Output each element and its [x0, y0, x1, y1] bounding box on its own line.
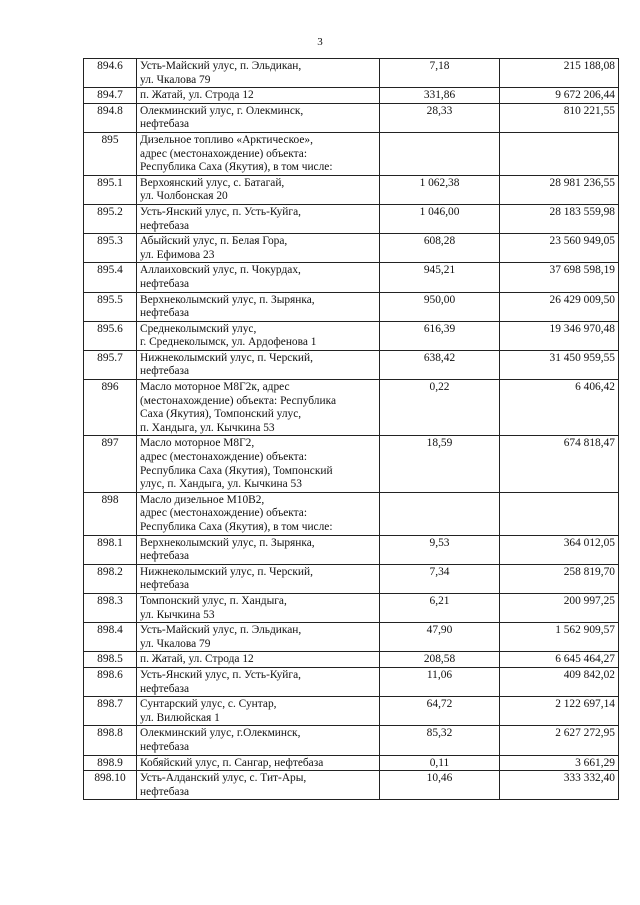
- table-row: [84, 535, 619, 564]
- row-number-cell: 898.3: [84, 593, 137, 622]
- row-name-cell: Олекминский улус, г.Олекминск, нефтебаза: [137, 726, 380, 755]
- row-name-cell: Верхоянский улус, с. Батагай, ул. Чолбонская 20: [137, 175, 380, 204]
- table-row: [84, 292, 619, 321]
- row-number-cell: 895.2: [84, 204, 137, 233]
- row-name-cell: Масло моторное М8Г2, адрес (местонахождение) объекта: Республика Саха (Якутия), Томпонский улус, п. Хандыга, ул. Кычкина 53: [137, 436, 380, 492]
- row-amount-cell: 3 661,29: [500, 755, 619, 771]
- row-name-cell: Томпонский улус, п. Хандыга, ул. Кычкина 53: [137, 593, 380, 622]
- row-amount-cell: 333 332,40: [500, 771, 619, 800]
- row-name-cell: Кобяйский улус, п. Сангар, нефтебаза: [137, 755, 380, 771]
- row-number-cell: 898.6: [84, 667, 137, 696]
- row-quantity-cell: 11,06: [380, 667, 500, 696]
- table-row: [84, 623, 619, 652]
- row-name-cell: Усть-Майский улус, п. Эльдикан, ул. Чкалова 79: [137, 623, 380, 652]
- table-row: [84, 697, 619, 726]
- row-amount-cell: 23 560 949,05: [500, 234, 619, 263]
- row-quantity-cell: 18,59: [380, 436, 500, 492]
- row-quantity-cell: 85,32: [380, 726, 500, 755]
- row-quantity-cell: 1 046,00: [380, 204, 500, 233]
- row-number-cell: 895.5: [84, 292, 137, 321]
- row-amount-cell: 409 842,02: [500, 667, 619, 696]
- data-table: [83, 58, 619, 800]
- row-number-cell: 894.6: [84, 59, 137, 88]
- table-row: [84, 263, 619, 292]
- row-name-cell: Усть-Майский улус, п. Эльдикан, ул. Чкалова 79: [137, 59, 380, 88]
- table-row: [84, 103, 619, 132]
- row-quantity-cell: 0,11: [380, 755, 500, 771]
- table-row: [84, 726, 619, 755]
- row-amount-cell: 31 450 959,55: [500, 350, 619, 379]
- row-quantity-cell: [380, 132, 500, 175]
- row-number-cell: 895.3: [84, 234, 137, 263]
- row-quantity-cell: 950,00: [380, 292, 500, 321]
- row-name-cell: Аллаиховский улус, п. Чокурдах, нефтебаза: [137, 263, 380, 292]
- row-quantity-cell: 616,39: [380, 321, 500, 350]
- table-row: [84, 755, 619, 771]
- row-name-cell: п. Жатай, ул. Строда 12: [137, 652, 380, 668]
- row-quantity-cell: 208,58: [380, 652, 500, 668]
- row-number-cell: 898.4: [84, 623, 137, 652]
- row-number-cell: 898.9: [84, 755, 137, 771]
- table-body: [84, 59, 619, 800]
- row-quantity-cell: 47,90: [380, 623, 500, 652]
- row-quantity-cell: 7,18: [380, 59, 500, 88]
- row-amount-cell: 258 819,70: [500, 564, 619, 593]
- row-name-cell: Среднеколымский улус, г. Среднеколымск, ул. Ардофенова 1: [137, 321, 380, 350]
- row-amount-cell: 28 981 236,55: [500, 175, 619, 204]
- table-row: [84, 667, 619, 696]
- table-row: [84, 350, 619, 379]
- table-row: [84, 234, 619, 263]
- row-quantity-cell: 64,72: [380, 697, 500, 726]
- row-amount-cell: 2 122 697,14: [500, 697, 619, 726]
- row-amount-cell: [500, 492, 619, 535]
- row-amount-cell: 6 406,42: [500, 380, 619, 436]
- row-amount-cell: 37 698 598,19: [500, 263, 619, 292]
- row-amount-cell: 19 346 970,48: [500, 321, 619, 350]
- row-quantity-cell: 638,42: [380, 350, 500, 379]
- row-name-cell: Олекминский улус, г. Олекминск, нефтебаза: [137, 103, 380, 132]
- row-name-cell: Усть-Алданский улус, с. Тит-Ары, нефтебаза: [137, 771, 380, 800]
- page-number: 3: [317, 36, 323, 48]
- row-name-cell: Дизельное топливо «Арктическое», адрес (местонахождение) объекта: Республика Саха (Якутия), в том числе:: [137, 132, 380, 175]
- row-amount-cell: 6 645 464,27: [500, 652, 619, 668]
- row-number-cell: 898: [84, 492, 137, 535]
- row-amount-cell: 28 183 559,98: [500, 204, 619, 233]
- row-name-cell: Нижнеколымский улус, п. Черский, нефтебаза: [137, 564, 380, 593]
- row-quantity-cell: 7,34: [380, 564, 500, 593]
- row-name-cell: Масло дизельное М10В2, адрес (местонахождение) объекта: Республика Саха (Якутия), в том числе:: [137, 492, 380, 535]
- table-row: [84, 321, 619, 350]
- row-number-cell: 895: [84, 132, 137, 175]
- row-amount-cell: 26 429 009,50: [500, 292, 619, 321]
- row-name-cell: п. Жатай, ул. Строда 12: [137, 88, 380, 104]
- row-number-cell: 898.2: [84, 564, 137, 593]
- row-number-cell: 895.4: [84, 263, 137, 292]
- row-quantity-cell: 331,86: [380, 88, 500, 104]
- row-number-cell: 894.7: [84, 88, 137, 104]
- table-row: [84, 492, 619, 535]
- row-name-cell: Усть-Янский улус, п. Усть-Куйга, нефтебаза: [137, 204, 380, 233]
- row-quantity-cell: 608,28: [380, 234, 500, 263]
- table-row: [84, 59, 619, 88]
- row-name-cell: Нижнеколымский улус, п. Черский, нефтебаза: [137, 350, 380, 379]
- table-row: [84, 132, 619, 175]
- row-quantity-cell: 1 062,38: [380, 175, 500, 204]
- row-name-cell: Верхнеколымский улус, п. Зырянка, нефтебаза: [137, 535, 380, 564]
- row-amount-cell: 215 188,08: [500, 59, 619, 88]
- row-amount-cell: 2 627 272,95: [500, 726, 619, 755]
- row-number-cell: 898.10: [84, 771, 137, 800]
- table-row: [84, 204, 619, 233]
- row-number-cell: 895.1: [84, 175, 137, 204]
- row-number-cell: 898.1: [84, 535, 137, 564]
- row-name-cell: Сунтарский улус, с. Сунтар, ул. Вилюйская 1: [137, 697, 380, 726]
- row-amount-cell: 9 672 206,44: [500, 88, 619, 104]
- row-number-cell: 898.5: [84, 652, 137, 668]
- row-number-cell: 895.7: [84, 350, 137, 379]
- row-quantity-cell: 10,46: [380, 771, 500, 800]
- row-quantity-cell: 6,21: [380, 593, 500, 622]
- row-quantity-cell: 945,21: [380, 263, 500, 292]
- row-number-cell: 898.7: [84, 697, 137, 726]
- row-number-cell: 895.6: [84, 321, 137, 350]
- table-row: [84, 175, 619, 204]
- row-number-cell: 894.8: [84, 103, 137, 132]
- row-quantity-cell: 28,33: [380, 103, 500, 132]
- row-quantity-cell: 9,53: [380, 535, 500, 564]
- table-row: [84, 771, 619, 800]
- row-number-cell: 896: [84, 380, 137, 436]
- table-row: [84, 88, 619, 104]
- row-name-cell: Масло моторное М8Г2к, адрес (местонахождение) объекта: Республика Саха (Якутия), Томпонский улус, п. Хандыга, ул. Кычкина 53: [137, 380, 380, 436]
- table-row: [84, 436, 619, 492]
- table-row: [84, 652, 619, 668]
- row-name-cell: Усть-Янский улус, п. Усть-Куйга, нефтебаза: [137, 667, 380, 696]
- row-amount-cell: 364 012,05: [500, 535, 619, 564]
- row-quantity-cell: 0,22: [380, 380, 500, 436]
- row-number-cell: 898.8: [84, 726, 137, 755]
- row-name-cell: Верхнеколымский улус, п. Зырянка, нефтебаза: [137, 292, 380, 321]
- row-amount-cell: 1 562 909,57: [500, 623, 619, 652]
- row-amount-cell: 810 221,55: [500, 103, 619, 132]
- table-row: [84, 380, 619, 436]
- row-amount-cell: 674 818,47: [500, 436, 619, 492]
- row-amount-cell: 200 997,25: [500, 593, 619, 622]
- row-number-cell: 897: [84, 436, 137, 492]
- row-name-cell: Абыйский улус, п. Белая Гора, ул. Ефимова 23: [137, 234, 380, 263]
- table-row: [84, 593, 619, 622]
- row-quantity-cell: [380, 492, 500, 535]
- table-row: [84, 564, 619, 593]
- row-amount-cell: [500, 132, 619, 175]
